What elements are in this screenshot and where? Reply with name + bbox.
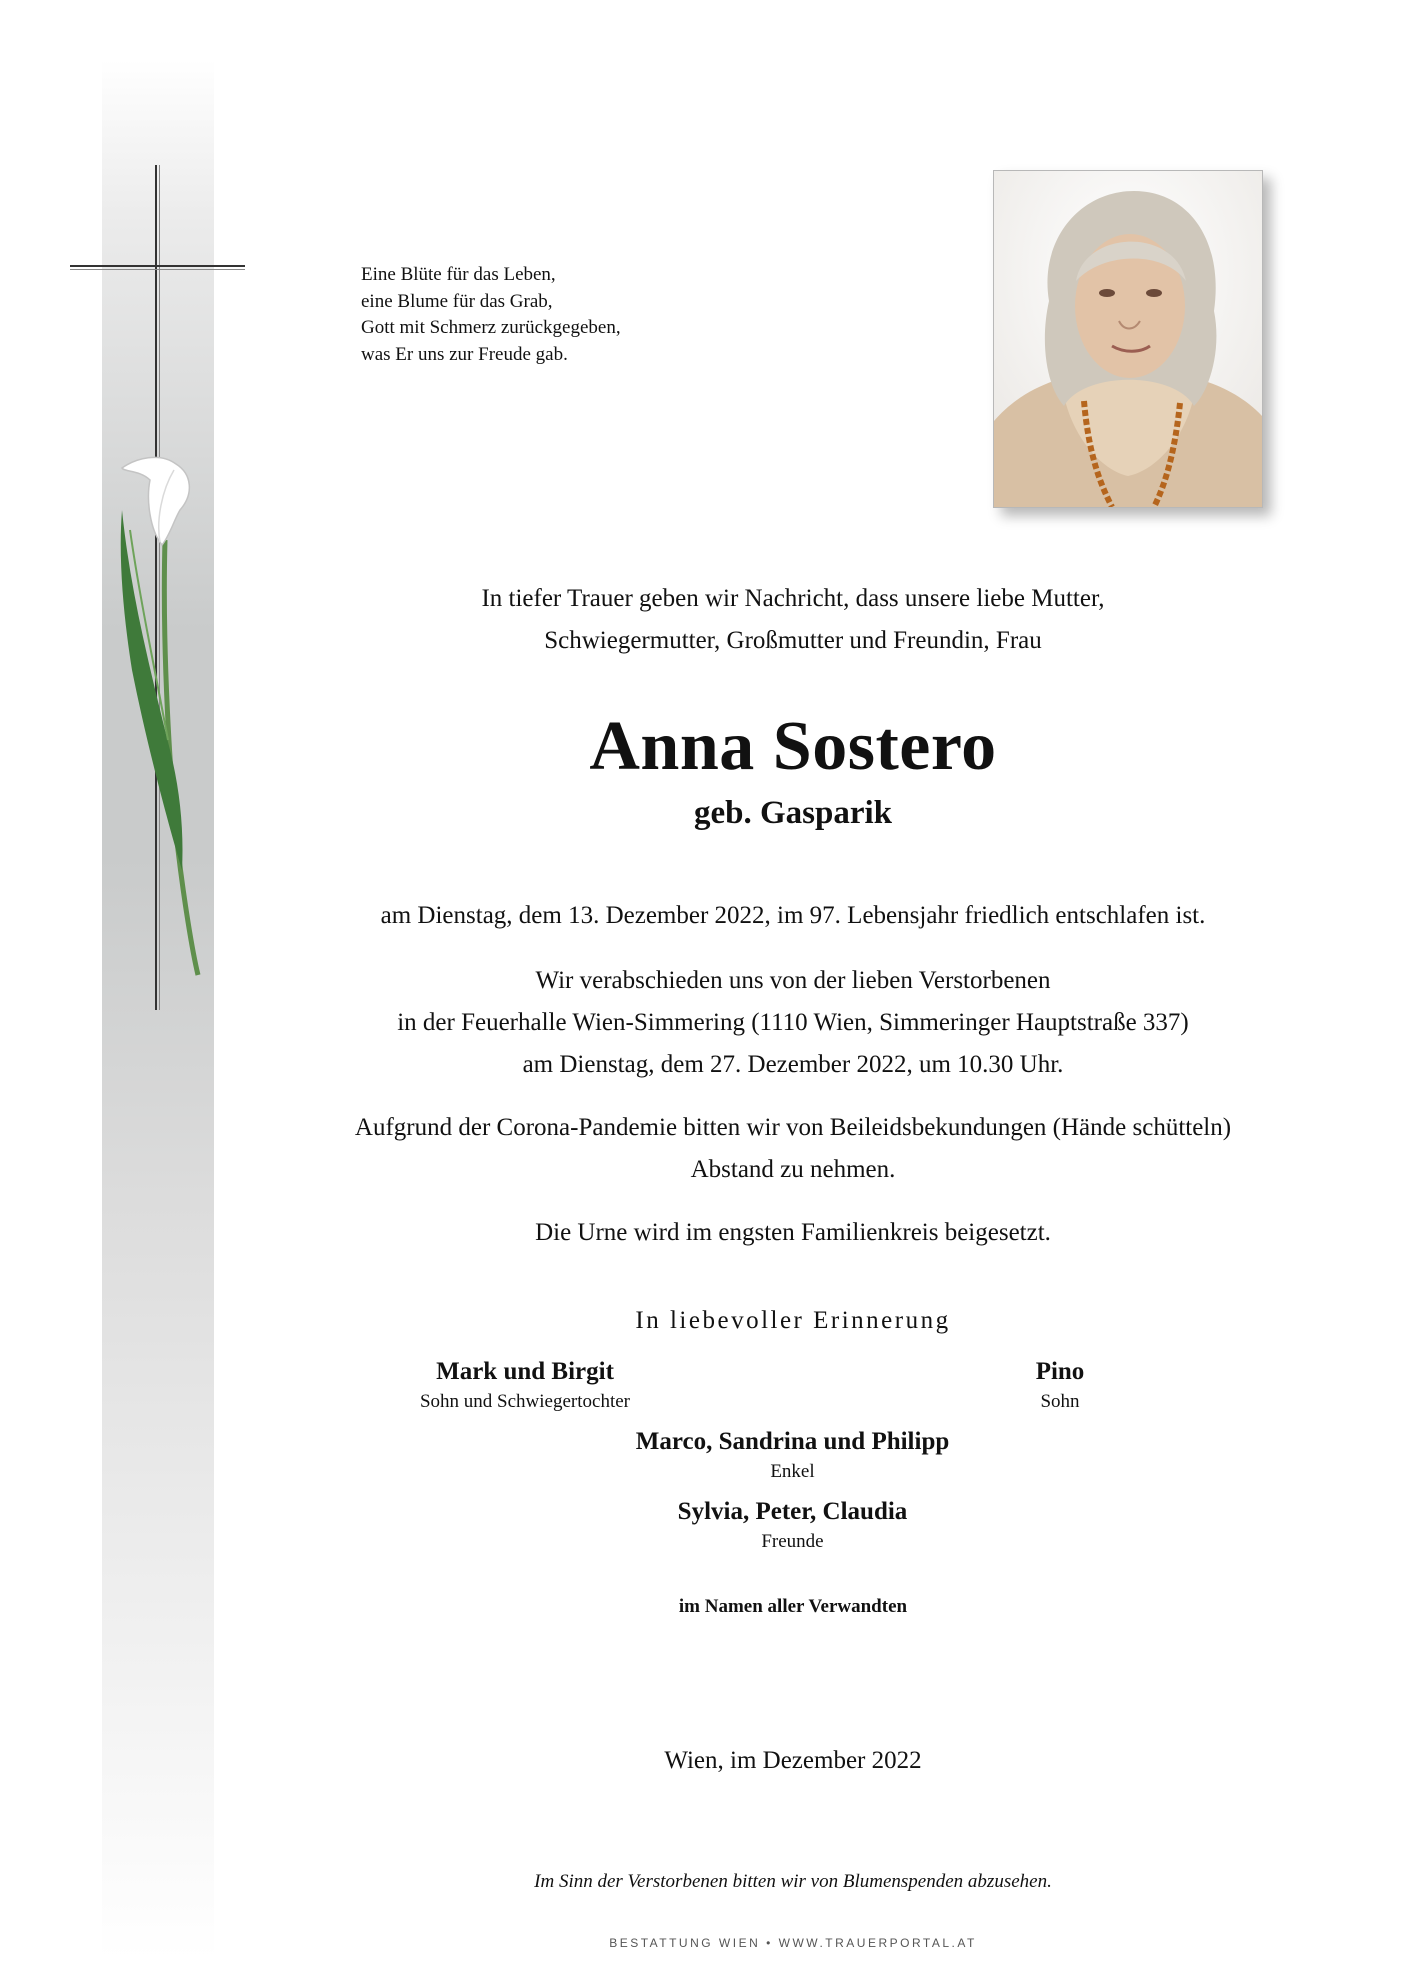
farewell-text <box>260 960 1326 1086</box>
footer-credit: BESTATTUNG WIEN • WWW.TRAUERPORTAL.AT <box>609 1936 977 1950</box>
verse-line: Gott mit Schmerz zurückgegeben, <box>361 317 621 338</box>
intro-line: Schwiegermutter, Großmutter und Freundin, Frau <box>544 627 1042 654</box>
mourner-relation: Sohn und Schwiegertochter <box>419 1391 630 1412</box>
mourner-relation: Enkel <box>770 1461 815 1482</box>
mourner-name: Marco, Sandrina und Philipp <box>635 1428 950 1455</box>
mourner-entry <box>380 1355 670 1415</box>
relatives-note: im Namen aller Verwandten <box>678 1596 908 1617</box>
deceased-name: Anna Sostero <box>589 708 997 785</box>
mourner-name: Pino <box>1035 1358 1085 1385</box>
urn-notice: Die Urne wird im engsten Familienkreis beigesetzt. <box>535 1219 1051 1246</box>
mourner-name: Mark und Birgit <box>436 1358 614 1385</box>
place-date: Wien, im Dezember 2022 <box>664 1747 922 1774</box>
intro-line: In tiefer Trauer geben wir Nachricht, dass unsere liebe Mutter, <box>481 585 1105 612</box>
verse-line: was Er uns zur Freude gab. <box>361 343 568 365</box>
corona-line: Aufgrund der Corona-Pandemie bitten wir von Beileidsbekundungen (Hände schütteln) <box>354 1114 1232 1141</box>
verse-line: Eine Blüte für das Leben, <box>361 264 556 285</box>
intro-text <box>260 578 1326 662</box>
mourner-name: Sylvia, Peter, Claudia <box>677 1498 908 1525</box>
corona-line: Abstand zu nehmen. <box>690 1156 896 1183</box>
mourner-entry <box>560 1425 1025 1485</box>
portrait-photo <box>993 170 1263 508</box>
farewell-line: am Dienstag, dem 27. Dezember 2022, um 10.30 Uhr. <box>522 1051 1064 1078</box>
maiden-name: geb. Gasparik <box>693 795 893 831</box>
mourner-relation: Sohn <box>1040 1391 1080 1412</box>
farewell-line: Wir verabschieden uns von der lieben Verstorbenen <box>535 967 1051 994</box>
death-notice: am Dienstag, dem 13. Dezember 2022, im 97. Lebensjahr friedlich entschlafen ist. <box>380 902 1206 929</box>
mourner-relation: Freunde <box>761 1531 824 1552</box>
corona-notice <box>260 1107 1326 1191</box>
calla-lily-icon <box>110 450 210 980</box>
verse-poem <box>361 262 741 368</box>
farewell-line: in der Feuerhalle Wien-Simmering (1110 Wien, Simmeringer Hauptstraße 337) <box>397 1009 1189 1036</box>
memory-heading: In liebevoller Erinnerung <box>635 1307 951 1334</box>
verse-line: eine Blume für das Grab, <box>361 290 553 312</box>
flowers-note: Im Sinn der Verstorbenen bitten wir von Blumenspenden abzusehen. <box>534 1871 1052 1892</box>
mourner-entry <box>560 1495 1025 1555</box>
mourner-entry <box>960 1355 1160 1415</box>
